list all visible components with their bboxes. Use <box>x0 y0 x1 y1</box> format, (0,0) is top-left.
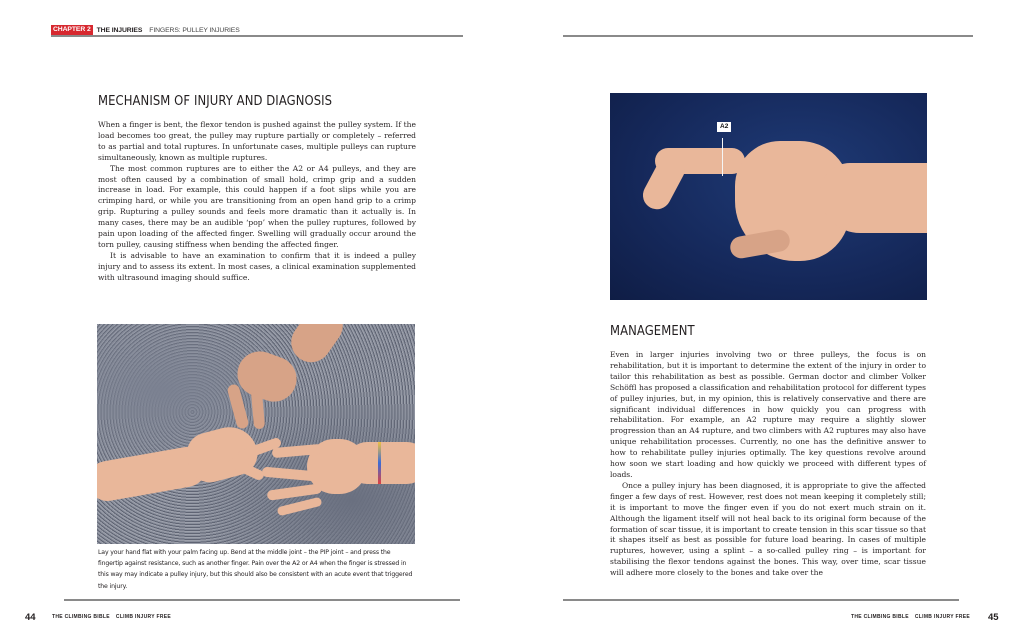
body-text <box>610 350 926 579</box>
book-title: THE CLIMBING BIBLE <box>850 614 909 620</box>
chapter-tag: CHAPTER 2 <box>53 26 91 33</box>
page-number: 45 <box>988 612 999 623</box>
page-number: 44 <box>25 612 36 623</box>
paragraph: Once a pulley injury has been diagnosed, it is appropriate to give the affected finger a few days of rest. However, rest does not mean keeping it completely still; it is important to move the finger even if you do not exert much strain on it. Although the ligament itself will not heal back to its original form because of the formation of scar tissue, it is important to create tension in this scar tissue so that it shapes itself as best as possible for future load bearing. In cases of multiple ruptures, however, using a splint – a so-called pulley ring – is important for stabilising the flexor tendons against the bones. This way, over time, scar tissue will adhere more closely to the bones and take over the <box>610 480 926 578</box>
photo-caption: Lay your hand flat with your palm facing up. Bend at the middle joint – the PIP joint – and press the fingertip against resistance, such as another finger. Pain over the A2 or A4 when the finger is stressed in this way may indicate a pulley injury, but this should also be consistent with an acute event that triggered the injury. <box>98 549 413 590</box>
book-subtitle: CLIMB INJURY FREE <box>115 614 172 620</box>
running-footer <box>851 614 970 620</box>
header-rule <box>563 35 973 37</box>
section-heading: MANAGEMENT <box>610 323 695 339</box>
photo-pulley-test <box>97 324 415 544</box>
label-leader-line <box>722 138 723 176</box>
book-title: THE CLIMBING BIBLE <box>52 614 110 620</box>
running-header <box>51 25 240 35</box>
right-page <box>512 0 1024 640</box>
book-subtitle: CLIMB INJURY FREE <box>914 614 970 620</box>
header-rule <box>51 35 463 37</box>
body-text <box>98 120 416 284</box>
photo-a2-pulley <box>610 93 927 300</box>
paragraph: It is advisable to have an examination to confirm that it is indeed a pulley injury and to assess its extent. In most cases, a clinical examination supplemented with ultrasound imaging should suffice. <box>98 250 416 282</box>
section-heading: MECHANISM OF INJURY AND DIAGNOSIS <box>98 93 333 109</box>
footer-rule <box>563 599 959 601</box>
footer-rule <box>64 599 460 601</box>
section-name: THE INJURIES <box>96 26 143 34</box>
paragraph: The most common ruptures are to either the A2 or A4 pulleys, and they are most often caused by a combination of small hold, crimp grip and a sudden increase in load. For example, this could happen if a foot slips while you are crimping hard, or while you are transitioning from an open hand grip to a crimp grip. Rupturing a pulley sounds and feels more dramatic than it actually is. In many cases, there may be an audible ‘pop’ when the pulley ruptures, followed by pain upon loading of the affected finger. Swelling will gradually occur around the torn pulley, causing stiffness when bending the affected finger. <box>98 163 416 249</box>
pulley-label: A2 <box>717 122 731 132</box>
paragraph: When a finger is bent, the flexor tendon is pushed against the pulley system. If the load becomes too great, the pulley may rupture partially or completely – referred to as partial and total ruptures. In unfortunate cases, multiple pulleys can rupture simultaneously, known as multiple ruptures. <box>98 120 416 162</box>
paragraph: Even in larger injuries involving two or three pulleys, the focus is on rehabilitation, but it is important to determine the extent of the injury in order to tailor this rehabilitation as best as possible. German doctor and climber Volker Schöffl has proposed a classification and rehabilitation protocol for different types of pulley injuries, but, in my opinion, this is relatively conservative and there are significant individual differences in how quickly you can progress with rehabilitation. For example, an A2 rupture may require a slightly slower progression than an A4 rupture, and two climbers with A2 ruptures may also have unique rehabilitation processes. Currently, no one has the definitive answer to how to rehabilitate pulley injuries optimally. The key questions revolve around how soon we start loading and how quickly we proceed with different types of loads. <box>610 350 927 479</box>
subsection-name: FINGERS: PULLEY INJURIES <box>149 26 240 34</box>
running-footer <box>52 614 171 620</box>
